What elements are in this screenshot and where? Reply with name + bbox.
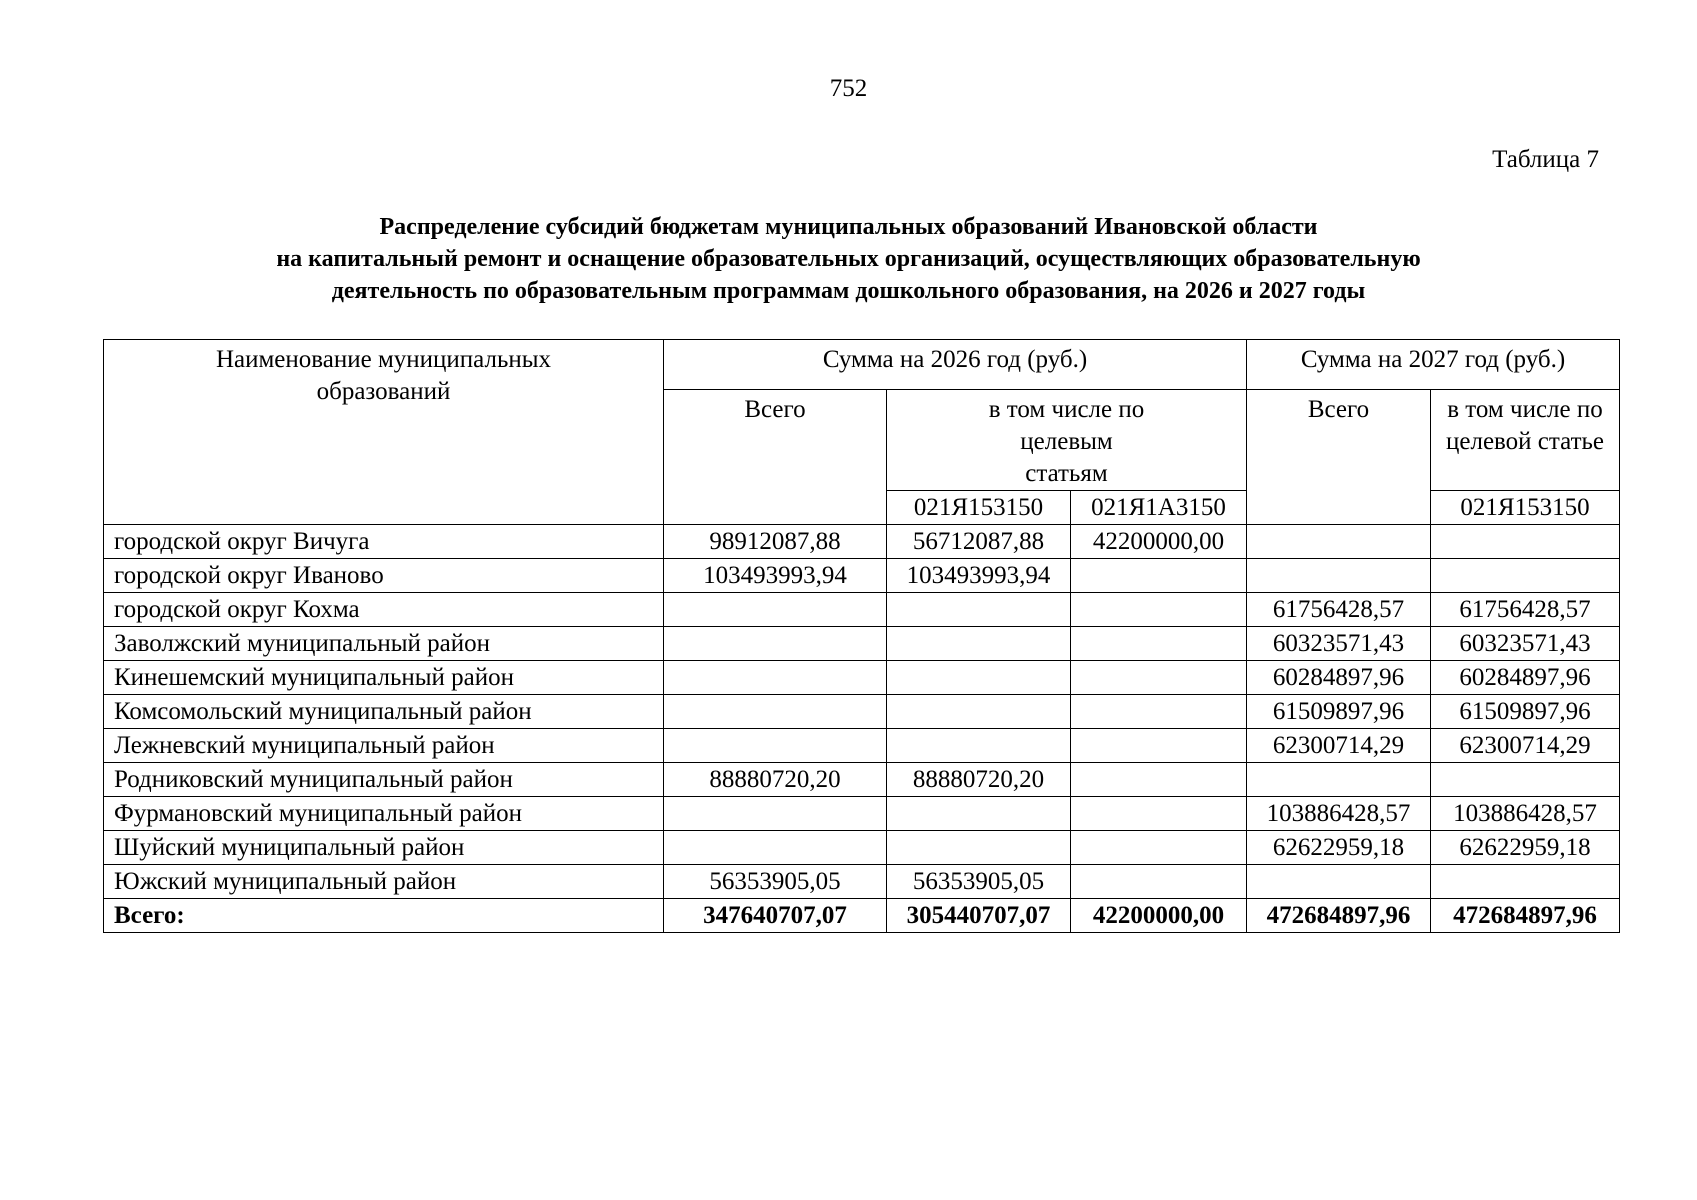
amount-cell: 60284897,96: [1431, 661, 1620, 695]
table-row: [104, 593, 1620, 627]
municipality-name-cell: городской округ Кохма: [104, 593, 664, 627]
amount-cell: [1071, 831, 1247, 865]
amount-cell: 103493993,94: [887, 559, 1071, 593]
header-row: [104, 340, 1620, 390]
amount-cell: [1071, 661, 1247, 695]
amount-cell: [887, 831, 1071, 865]
table-row: [104, 865, 1620, 899]
amount-cell: 103886428,57: [1247, 797, 1431, 831]
amount-cell: [887, 797, 1071, 831]
amount-cell: 103886428,57: [1431, 797, 1620, 831]
amount-cell: [887, 661, 1071, 695]
table-row: [104, 525, 1620, 559]
amount-cell: 60284897,96: [1247, 661, 1431, 695]
amount-cell: [664, 695, 887, 729]
table-row: [104, 763, 1620, 797]
amount-cell: 42200000,00: [1071, 899, 1247, 933]
municipality-name-cell: городской округ Иваново: [104, 559, 664, 593]
amount-cell: 62622959,18: [1431, 831, 1620, 865]
title-line: на капитальный ремонт и оснащение образовательных организаций, осуществляющих образовательную: [276, 246, 1421, 272]
amount-cell: 56353905,05: [664, 865, 887, 899]
amount-cell: [1071, 865, 1247, 899]
total-row: [104, 899, 1620, 933]
table-body: [104, 340, 1620, 933]
amount-cell: [664, 593, 887, 627]
municipality-name-cell: Всего:: [104, 899, 664, 933]
title-line: Распределение субсидий бюджетам муниципальных образований Ивановской области: [379, 214, 1318, 240]
header-sum-2026: Сумма на 2026 год (руб.): [664, 340, 1247, 390]
amount-cell: 60323571,43: [1431, 627, 1620, 661]
code-2027: 021Я153150: [1431, 491, 1620, 525]
amount-cell: [1071, 797, 1247, 831]
amount-cell: 103493993,94: [664, 559, 887, 593]
amount-cell: 472684897,96: [1247, 899, 1431, 933]
amount-cell: 62300714,29: [1431, 729, 1620, 763]
amount-cell: 472684897,96: [1431, 899, 1620, 933]
code-2026-a: 021Я153150: [887, 491, 1071, 525]
amount-cell: [1071, 729, 1247, 763]
amount-cell: [887, 627, 1071, 661]
amount-cell: [1431, 525, 1620, 559]
amount-cell: [664, 797, 887, 831]
header-including-2027: в том числе по целевой статье: [1431, 390, 1620, 491]
amount-cell: [664, 627, 887, 661]
header-total-2026: Всего: [664, 390, 887, 525]
amount-cell: [1431, 865, 1620, 899]
code-2026-b: 021Я1А3150: [1071, 491, 1247, 525]
amount-cell: [1071, 593, 1247, 627]
amount-cell: [664, 729, 887, 763]
distribution-table: [103, 339, 1620, 933]
page-number: 752: [829, 75, 868, 102]
amount-cell: 305440707,07: [887, 899, 1071, 933]
amount-cell: 61756428,57: [1247, 593, 1431, 627]
amount-cell: 60323571,43: [1247, 627, 1431, 661]
amount-cell: [1071, 559, 1247, 593]
municipality-name-cell: Комсомольский муниципальный район: [104, 695, 664, 729]
table-row: [104, 559, 1620, 593]
header-including-2026: в том числе по целевым статьям: [887, 390, 1247, 491]
amount-cell: 62300714,29: [1247, 729, 1431, 763]
amount-cell: [887, 593, 1071, 627]
municipality-name-cell: Родниковский муниципальный район: [104, 763, 664, 797]
municipality-name-cell: Южский муниципальный район: [104, 865, 664, 899]
amount-cell: [887, 695, 1071, 729]
table-row: [104, 661, 1620, 695]
amount-cell: [1071, 695, 1247, 729]
document-title: [0, 211, 1697, 307]
municipality-name-cell: Шуйский муниципальный район: [104, 831, 664, 865]
amount-cell: 61509897,96: [1247, 695, 1431, 729]
amount-cell: [1247, 559, 1431, 593]
table-row: [104, 695, 1620, 729]
title-line: деятельность по образовательным программам дошкольного образования, на 2026 и 2027 годы: [331, 278, 1366, 304]
header-sum-2027: Сумма на 2027 год (руб.): [1247, 340, 1620, 390]
amount-cell: [1247, 763, 1431, 797]
amount-cell: [1071, 627, 1247, 661]
municipality-name-cell: Лежневский муниципальный район: [104, 729, 664, 763]
amount-cell: [887, 729, 1071, 763]
amount-cell: 42200000,00: [1071, 525, 1247, 559]
amount-cell: 98912087,88: [664, 525, 887, 559]
amount-cell: 56712087,88: [887, 525, 1071, 559]
amount-cell: [664, 831, 887, 865]
amount-cell: 62622959,18: [1247, 831, 1431, 865]
table-label: Таблица 7: [1492, 146, 1599, 173]
amount-cell: 88880720,20: [887, 763, 1071, 797]
header-name-column: Наименование муниципальных образований: [104, 340, 664, 525]
amount-cell: 56353905,05: [887, 865, 1071, 899]
municipality-name-cell: Кинешемский муниципальный район: [104, 661, 664, 695]
table-row: [104, 831, 1620, 865]
amount-cell: [1247, 865, 1431, 899]
amount-cell: [1431, 559, 1620, 593]
amount-cell: 61509897,96: [1431, 695, 1620, 729]
amount-cell: 88880720,20: [664, 763, 887, 797]
municipality-name-cell: Заволжский муниципальный район: [104, 627, 664, 661]
table-row: [104, 797, 1620, 831]
table-row: [104, 627, 1620, 661]
amount-cell: 61756428,57: [1431, 593, 1620, 627]
amount-cell: [664, 661, 887, 695]
amount-cell: [1431, 763, 1620, 797]
municipality-name-cell: городской округ Вичуга: [104, 525, 664, 559]
header-total-2027: Всего: [1247, 390, 1431, 525]
amount-cell: 347640707,07: [664, 899, 887, 933]
table-row: [104, 729, 1620, 763]
amount-cell: [1071, 763, 1247, 797]
municipality-name-cell: Фурмановский муниципальный район: [104, 797, 664, 831]
amount-cell: [1247, 525, 1431, 559]
